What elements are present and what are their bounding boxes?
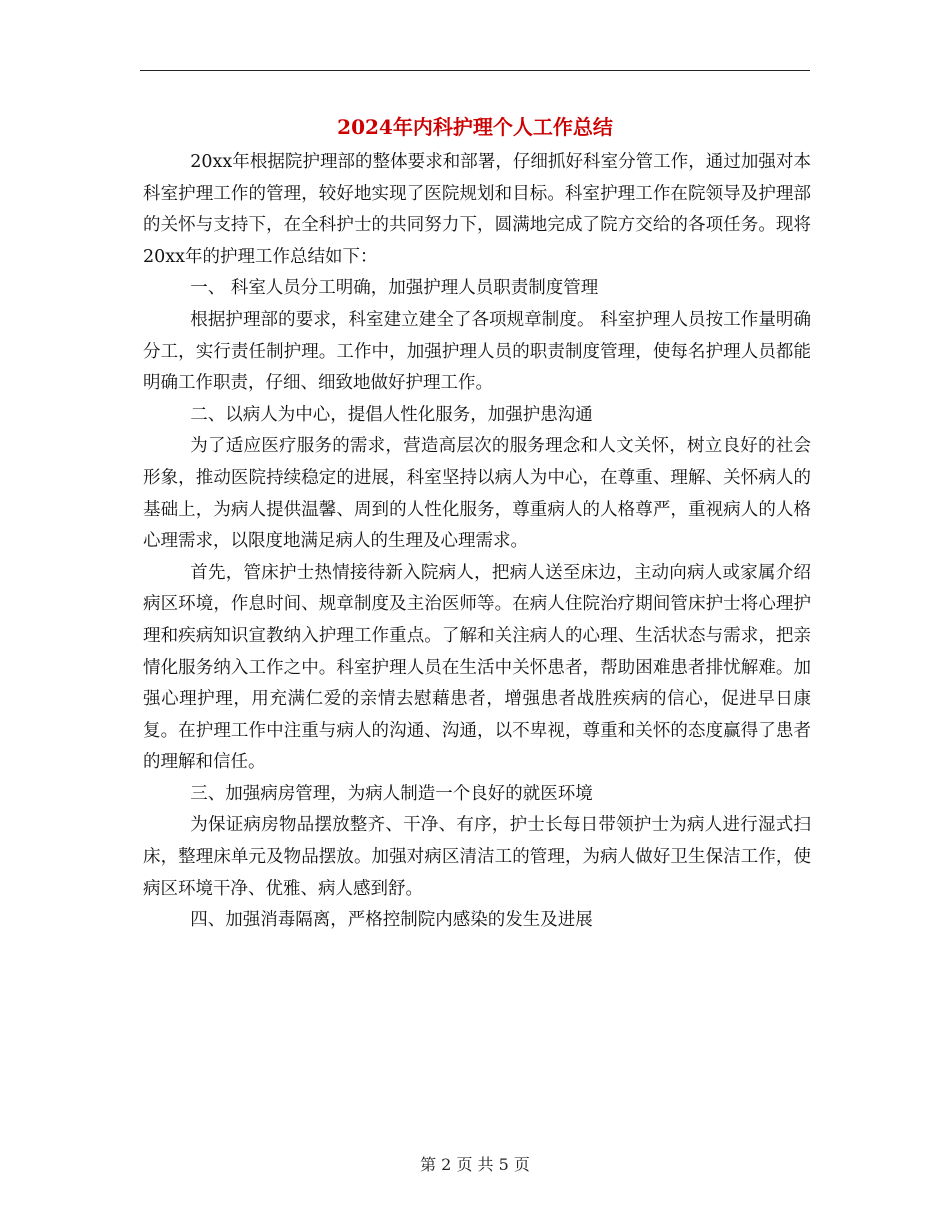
- document-body: [143, 147, 811, 937]
- paragraph-section-2a: 为了适应医疗服务的需求，营造高层次的服务理念和人文关怀，树立良好的社会形象，推动医院持续稳定的进展，科室坚持以病人为中心，在尊重、理解、关怀病人的基础上，为病人提供温馨、周到的人性化服务，尊重病人的人格尊严，重视病人的人格心理需求，以限度地满足病人的生理及心理需求。: [143, 436, 811, 552]
- paragraph-section-1: 根据护理部的要求，科室建立建全了各项规章制度。 科室护理人员按工作量明确分工，实行责任制护理。工作中，加强护理人员的职责制度管理，使每名护理人员都能明确工作职责，仔细、细致地做好护理工作。: [143, 309, 811, 394]
- paragraph-section-3: 为保证病房物品摆放整齐、干净、有序，护士长每日带领护士为病人进行湿式扫床，整理床单元及物品摆放。加强对病区清洁工的管理，为病人做好卫生保洁工作，使病区环境干净、优雅、病人感到舒。: [143, 815, 811, 899]
- paragraph-section-2b: 首先，管床护士热情接待新入院病人，把病人送至床边，主动向病人或家属介绍病区环境，作息时间、规章制度及主治医师等。在病人住院治疗期间管床护士将心理护理和疾病知识宣教纳入护理工作重点。了解和关注病人的心理、生活状态与需求，把亲情化服务纳入工作之中。科室护理人员在生活中关怀患者，帮助困难患者排忧解难。加强心理护理，用充满仁爱的亲情去慰藉患者，增强患者战胜疾病的信心，促进早日康复。在护理工作中注重与病人的沟通、沟通，以不卑视，尊重和关怀的态度赢得了患者的理解和信任。: [143, 562, 811, 773]
- paragraph-intro: 20xx年根据院护理部的整体要求和部署，仔细抓好科室分管工作，通过加强对本科室护理工作的管理，较好地实现了医院规划和目标。科室护理工作在院领导及护理部的关怀与支持下，在全科护士的共同努力下，圆满地完成了院方交给的各项任务。现将20xx年的护理工作总结如下：: [143, 152, 811, 267]
- section-heading-3: 三、加强病房管理，为病人制造一个良好的就医环境: [190, 783, 593, 804]
- header-rule: [140, 70, 810, 71]
- page-number: 第 2 页 共 5 页: [420, 1155, 530, 1174]
- section-heading-2: 二、以病人为中心，提倡人性化服务，加强护患沟通: [190, 404, 593, 425]
- section-heading-1: 一、 科室人员分工明确，加强护理人员职责制度管理: [190, 278, 599, 299]
- section-heading-4: 四、加强消毒隔离，严格控制院内感染的发生及进展: [190, 910, 593, 931]
- document-title: 2024年内科护理个人工作总结: [337, 115, 613, 139]
